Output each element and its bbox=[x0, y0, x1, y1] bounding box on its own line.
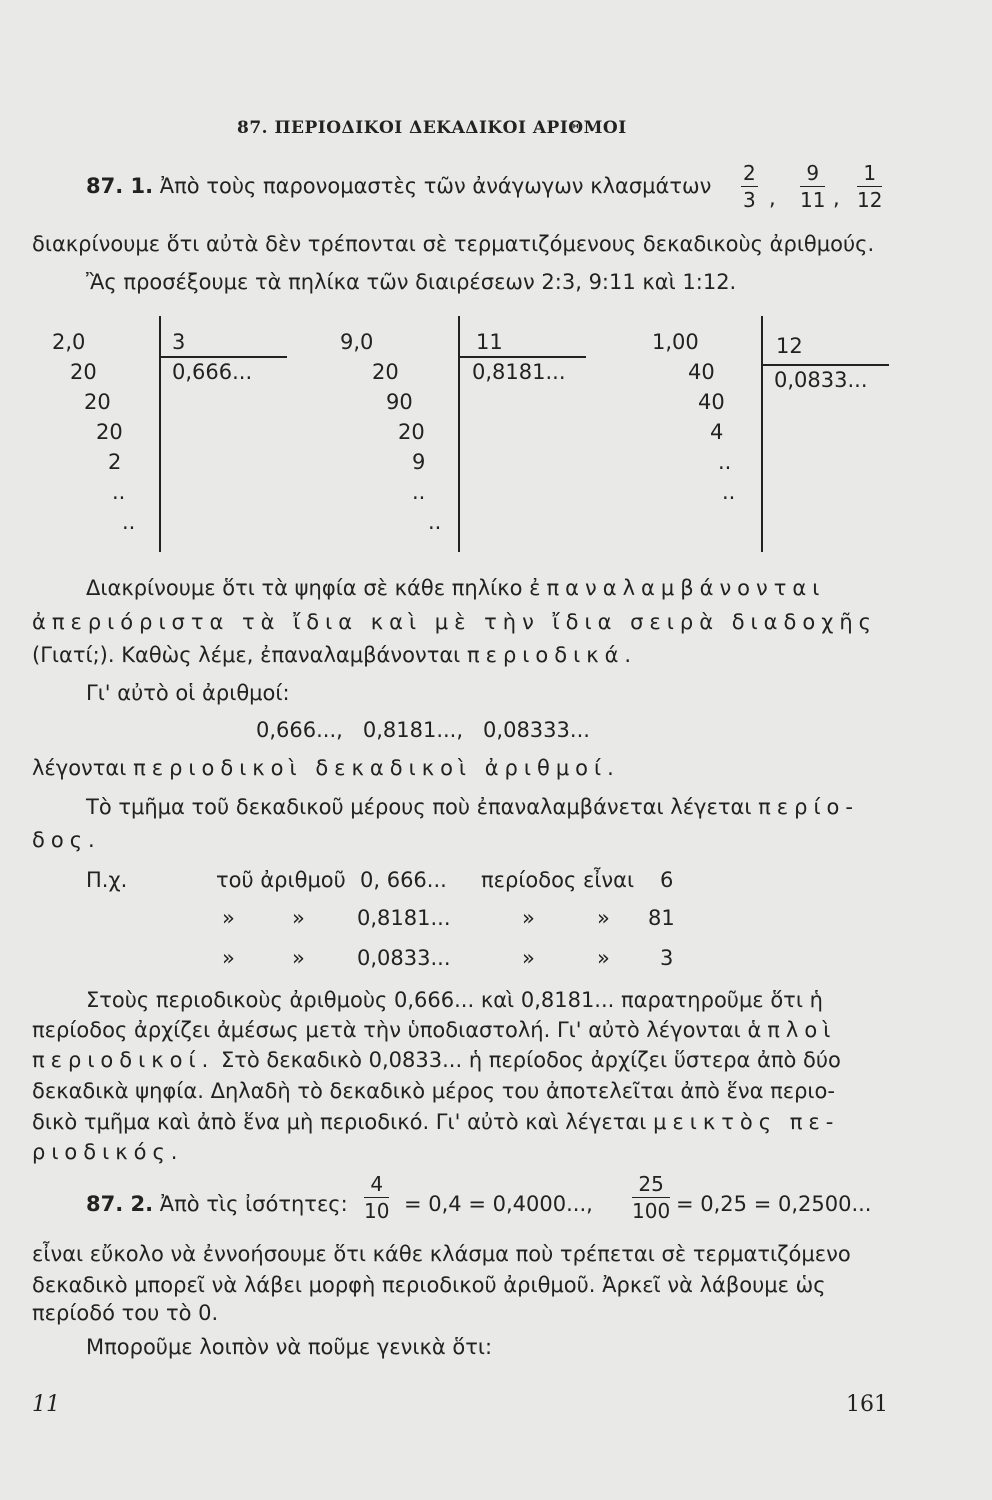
text-run: δικὸ τμῆμα καὶ ἀπὸ ἕνα μὴ περιοδικό. Γι' αὐτὸ καὶ λέγεται bbox=[32, 1110, 647, 1134]
ditto-mark: » bbox=[597, 946, 610, 970]
remainder-row: 20 bbox=[398, 420, 425, 444]
paragraph-line: περίοδό του τὸ 0. bbox=[32, 1301, 219, 1325]
ditto-mark: » bbox=[597, 906, 610, 930]
paragraph-line bbox=[86, 797, 859, 818]
example-number: 0,8181... bbox=[357, 906, 451, 930]
fraction-4-10 bbox=[364, 1174, 389, 1221]
paragraph-line bbox=[32, 1020, 836, 1041]
paragraph-87-1-line1 bbox=[86, 176, 711, 197]
paragraph-line: δεκαδικὸ μπορεῖ νὰ λάβει μορφὴ περιοδικοῦ ἀριθμοῦ. Ἀρκεῖ νὰ λάβουμε ὡς bbox=[32, 1273, 826, 1297]
paragraph-line: Μποροῦμε λοιπὸν νὰ ποῦμε γενικὰ ὅτι: bbox=[86, 1335, 493, 1359]
paragraph-line bbox=[32, 645, 637, 666]
denominator: 11 bbox=[800, 188, 826, 212]
comma: , bbox=[833, 186, 840, 210]
quotient: 0,666... bbox=[172, 360, 253, 384]
text-run: Ἀπὸ τὶς ἰσότητες: bbox=[159, 1192, 348, 1216]
remainder-row: 4 bbox=[710, 420, 724, 444]
paragraph-line: διακρίνουμε ὅτι αὐτὰ δὲν τρέπονται σὲ τερματιζόμενους δεκαδικοὺς ἀριθμούς. bbox=[32, 232, 875, 256]
remainder-row: 90 bbox=[386, 390, 413, 414]
page-number: 161 bbox=[846, 1392, 888, 1417]
division-horizontal-bar bbox=[761, 364, 889, 366]
example-period: 81 bbox=[648, 906, 675, 930]
ditto-mark: » bbox=[522, 906, 535, 930]
ellipsis-row: .. bbox=[722, 480, 736, 504]
denominator: 100 bbox=[632, 1199, 671, 1223]
example-number: 0,0833... bbox=[357, 946, 451, 970]
text-run: περίοδος ἀρχίζει ἀμέσως μετὰ τὴν ὑποδιαστολή. Γι' αὐτὸ λέγονται bbox=[32, 1018, 741, 1042]
division-horizontal-bar bbox=[159, 356, 287, 358]
remainder-row: 40 bbox=[698, 390, 725, 414]
division-vertical-bar bbox=[159, 316, 161, 552]
section-label-87-2: 87. 2. bbox=[86, 1192, 154, 1216]
fraction-2-3 bbox=[741, 163, 758, 210]
signature-mark: 11 bbox=[32, 1392, 60, 1417]
fraction-1-12 bbox=[857, 163, 882, 210]
paragraph-line bbox=[86, 578, 825, 599]
dividend-row: 2,0 bbox=[52, 330, 86, 354]
division-vertical-bar bbox=[458, 316, 460, 552]
paragraph-line bbox=[32, 1050, 841, 1071]
text-run: Διακρίνουμε ὅτι τὰ ψηφία σὲ κάθε πηλίκο bbox=[86, 576, 523, 600]
text-run: Τὸ τμῆμα τοῦ δεκαδικοῦ μέρους ποὺ ἐπαναλαμβάνεται λέγεται bbox=[86, 795, 752, 819]
divisor: 11 bbox=[476, 330, 503, 354]
quotient: 0,8181... bbox=[472, 360, 566, 384]
fraction-9-11 bbox=[800, 163, 825, 210]
paragraph-line: Γι' αὐτὸ οἱ ἀριθμοί: bbox=[86, 681, 290, 705]
example-number: 0, 666... bbox=[360, 868, 447, 892]
spaced-text: περιοδικά. bbox=[466, 643, 638, 667]
dividend-row: 9,0 bbox=[340, 330, 374, 354]
ditto-mark: » bbox=[292, 946, 305, 970]
remainder-row: 20 bbox=[372, 360, 399, 384]
paragraph-87-2-line1 bbox=[86, 1194, 348, 1215]
section-heading: 87. ΠΕΡΙΟΔΙΚΟΙ ΔΕΚΑΔΙΚΟΙ ΑΡΙΘΜΟΙ bbox=[237, 118, 627, 138]
comma: , bbox=[769, 186, 776, 210]
denominator: 12 bbox=[857, 188, 883, 212]
paragraph-line bbox=[32, 1112, 839, 1133]
ellipsis-row: .. bbox=[112, 480, 126, 504]
numerator: 1 bbox=[857, 163, 882, 187]
spaced-text: ἐπαναλαμβάνονται bbox=[529, 576, 826, 600]
spaced-text: ριοδικός. bbox=[32, 1140, 184, 1164]
remainder-row: 9 bbox=[412, 450, 426, 474]
ellipsis-row: .. bbox=[412, 480, 426, 504]
equation-text: = 0,4 = 0,4000..., bbox=[404, 1192, 593, 1216]
paragraph-line: Στοὺς περιοδικοὺς ἀριθμοὺς 0,666... καὶ 0,8181... παρατηροῦμε ὅτι ἡ bbox=[86, 988, 823, 1012]
numerator: 4 bbox=[364, 1174, 389, 1198]
example-text: περίοδος εἶναι bbox=[481, 868, 635, 892]
ditto-mark: » bbox=[522, 946, 535, 970]
ellipsis-row: .. bbox=[718, 450, 732, 474]
example-period: 3 bbox=[660, 946, 674, 970]
remainder-row: 40 bbox=[688, 360, 715, 384]
ditto-mark: » bbox=[222, 946, 235, 970]
spaced-text: μεικτὸς πε- bbox=[653, 1110, 840, 1134]
spaced-text: δος. bbox=[32, 828, 101, 852]
text-run: Στὸ δεκαδικὸ 0,0833... ἡ περίοδος ἀρχίζει ὕστερα ἀπὸ δύο bbox=[220, 1048, 841, 1072]
periodic-numbers-list: 0,666..., 0,8181..., 0,08333... bbox=[256, 718, 590, 742]
numerator: 2 bbox=[743, 161, 756, 185]
example-label: Π.χ. bbox=[86, 868, 128, 892]
equation-text: = 0,25 = 0,2500... bbox=[676, 1192, 872, 1216]
divisor: 12 bbox=[776, 334, 803, 358]
paragraph-line: δεκαδικὰ ψηφία. Δηλαδὴ τὸ δεκαδικὸ μέρος του ἀποτελεῖται ἀπὸ ἕνα περιο- bbox=[32, 1079, 835, 1103]
divisor: 3 bbox=[172, 330, 186, 354]
remainder-row: 20 bbox=[70, 360, 97, 384]
ellipsis-row: .. bbox=[428, 510, 442, 534]
spaced-text: περιοδικοί. bbox=[32, 1048, 215, 1072]
numerator: 25 bbox=[632, 1174, 670, 1198]
section-label-87-1: 87. 1. bbox=[86, 174, 154, 198]
ditto-mark: » bbox=[292, 906, 305, 930]
quotient: 0,0833... bbox=[774, 368, 868, 392]
spaced-text: ἀπεριόριστα τὰ ἴδια καὶ μὲ τὴν ἴδια σειρὰ διαδοχῆς bbox=[32, 610, 877, 634]
division-horizontal-bar bbox=[458, 356, 586, 358]
text-run: λέγονται bbox=[32, 756, 127, 780]
intro-text: Ἀπὸ τοὺς παρονομαστὲς τῶν ἀνάγωγων κλασμάτων bbox=[159, 174, 712, 198]
spaced-text: περίο- bbox=[758, 795, 859, 819]
ditto-mark: » bbox=[222, 906, 235, 930]
paragraph-line bbox=[32, 758, 620, 779]
remainder-row: 20 bbox=[96, 420, 123, 444]
numerator: 9 bbox=[800, 163, 825, 187]
spaced-text: περιοδικοὶ δεκαδικοὶ ἀριθμοί. bbox=[133, 756, 620, 780]
dividend-row: 1,00 bbox=[652, 330, 699, 354]
spaced-text: ἁπλοὶ bbox=[747, 1018, 837, 1042]
remainder-row: 20 bbox=[84, 390, 111, 414]
remainder-row: 2 bbox=[108, 450, 122, 474]
denominator: 3 bbox=[743, 188, 756, 212]
paragraph-line: εἶναι εὔκολο νὰ ἐννοήσουμε ὅτι κάθε κλάσμα ποὺ τρέπεται σὲ τερματιζόμενο bbox=[32, 1242, 851, 1266]
example-text: τοῦ ἀριθμοῦ bbox=[216, 868, 346, 892]
division-vertical-bar bbox=[761, 316, 763, 552]
denominator: 10 bbox=[364, 1199, 390, 1223]
fraction-25-100 bbox=[632, 1174, 670, 1221]
example-period: 6 bbox=[660, 868, 674, 892]
text-run: (Γιατί;). Καθὼς λέμε, ἐπαναλαμβάνονται bbox=[32, 643, 461, 667]
ellipsis-row: .. bbox=[122, 510, 136, 534]
paragraph-line: Ἂς προσέξουμε τὰ πηλίκα τῶν διαιρέσεων 2:3, 9:11 καὶ 1:12. bbox=[86, 270, 737, 294]
